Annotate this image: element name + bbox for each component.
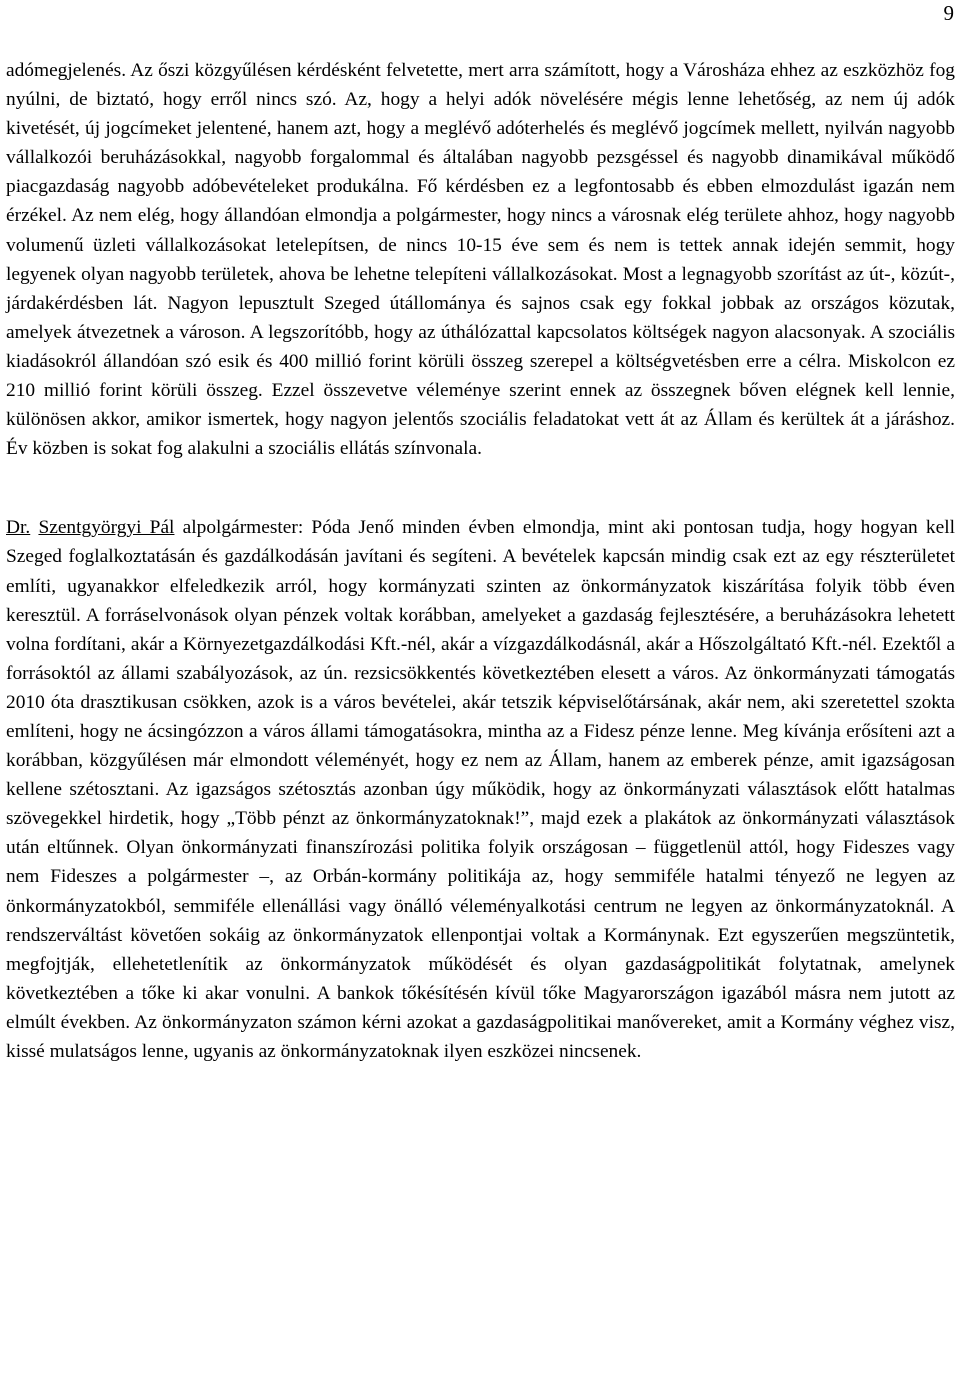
paragraph-continuation: adómegjelenés. Az őszi közgyűlésen kérdésként felvetette, mert arra számított, hogy a Városháza ehhez az eszközhöz fog nyúlni, de biztató, hogy erről nincs szó. Az, hogy a helyi adók növelésére mégis lenne lehetőség, az nem új adók kivetését, új jogcímeket jelentené, hanem azt, hogy a meglévő adóterhelés és meglévő jogcímek mellett, nyilván nagyobb vállalkozói beruházásokkal, nagyobb forgalommal és általában nagyobb pezsgéssel és nagyobb dinamikával működő piacgazdaság nagyobb adóbevételeket produkálna. Fő kérdésben ez a legfontosabb és ebben elmozdulást igazán nem érzékel. Az nem elég, hogy állandóan elmondja a polgármester, hogy nincs a városnak elég területe ahhoz, hogy nagyobb volumenű üzleti vállalkozásokat letelepítsen, de nincs 10-15 éve sem és nem is tettek annak idején semmit, hogy legyenek olyan nagyobb területek, ahova be lehetne telepíteni vállalkozásokat. Most a legnagyobb szorítást az út-, közút-, járdakérdésben lát. Nagyon lepusztult Szeged útállománya és sajnos csak egy fokkal jobbak az országos közutak, amelyek átvezetnek a városon. A legszorítóbb, hogy az úthálózattal kapcsolatos költségek nagyon alacsonyak. A szociális kiadásokról állandóan szó esik és 400 millió forint körüli összeg szerepel a költségvetésben erre a célra. Miskolcon ez 210 millió forint körüli összeg. Ezzel összevetve véleménye szerint ennek az összegnek bőven elégnek kell lennie, különösen akkor, amikor ismertek, hogy nagyon jelentős szociális feladatokat vett át az Állam és kerültek át a járáshoz. Év közben is sokat fog alakulni a szociális ellátás színvonala. xyxy=(6,60,955,460)
document-body xyxy=(6,56,955,1066)
paragraph-spacer xyxy=(6,463,955,513)
paragraph-speaker-remarks xyxy=(6,513,955,1066)
speaker-role: alpolgármester: xyxy=(174,517,304,539)
speaker-title: Dr. xyxy=(6,517,31,539)
page-number: 9 xyxy=(943,1,954,25)
speaker-text: Póda Jenő minden évben elmondja, mint aki pontosan tudja, hogy hogyan kell Szeged foglalkoztatásán és gazdálkodásán javítani és segíteni. A bevételek kapcsán mindig csak ezt az egy részterületet említi, ugyanakkor elfeledkezik arról, hogy kormányzati szinten az önkormányzatok kiszárítása folyik több éven keresztül. A forráselvonások olyan pénzek voltak korábban, amelyeket a gazdaság fejlesztésére, a beruházásokra lehetett volna fordítani, akár a Környezetgazdálkodási Kft.-nél, akár a vízgazdálkodásnál, akár a Hőszolgáltató Kft.-nél. Ezektől a forrásoktól az állami szabályozások, az ún. rezsicsökkentés következtében elesett a város. Az önkormányzati támogatás 2010 óta drasztikusan csökken, azok is a város bevételei, akár tetszik képviselőtársának, akár nem, aki szeretettel szokta említeni, hogy ne ácsingózzon a város állami támogatásokra, mintha az a Fidesz pénze lenne. Meg kívánja erősíteni azt a korábban, közgyűlésen már elmondott véleményét, hogy ez nem az Állam, hanem az emberek pénze, amit igazságosan kellene szétosztani. Az igazságos szétosztás azonban úgy működik, hogy az önkormányzati választások előtt hatalmas szövegekkel hirdetik, hogy „Több pénzt az önkormányzatoknak!”, majd ezek a plakátok az önkormányzati választások után eltűnnek. Olyan önkormányzati finanszírozási politika folyik országosan – függetlenül attól, hogy Fideszes vagy nem Fideszes a polgármester –, az Orbán-kormány politikája az, hogy semmiféle hatalmi tényező ne legyen az önkormányzatokból, semmiféle ellenállási vagy önálló véleményalkotási centrum ne legyen az önkormányzatoknál. A rendszerváltást követően sokáig az önkormányzatok ellenpontjai voltak a Kormánynak. Ezt egyszerűen megszüntetik, megfojtják, ellehetetlenítik az önkormányzatok működését és olyan gazdaságpolitikát folytatnak, amelynek következtében a tőke ki akar vonulni. A bankok tőkésítésén kívül tőke Magyarországon igazából másra nem jutott az elmúlt években. Az önkormányzaton számon kérni azokat a gazdaságpolitikai manővereket, amit a Kormány véghez visz, kissé mulatságos lenne, ugyanis az önkormányzatoknak ilyen eszközei nincsenek. xyxy=(6,517,956,1062)
speaker-name: Szentgyörgyi Pál xyxy=(38,517,175,539)
